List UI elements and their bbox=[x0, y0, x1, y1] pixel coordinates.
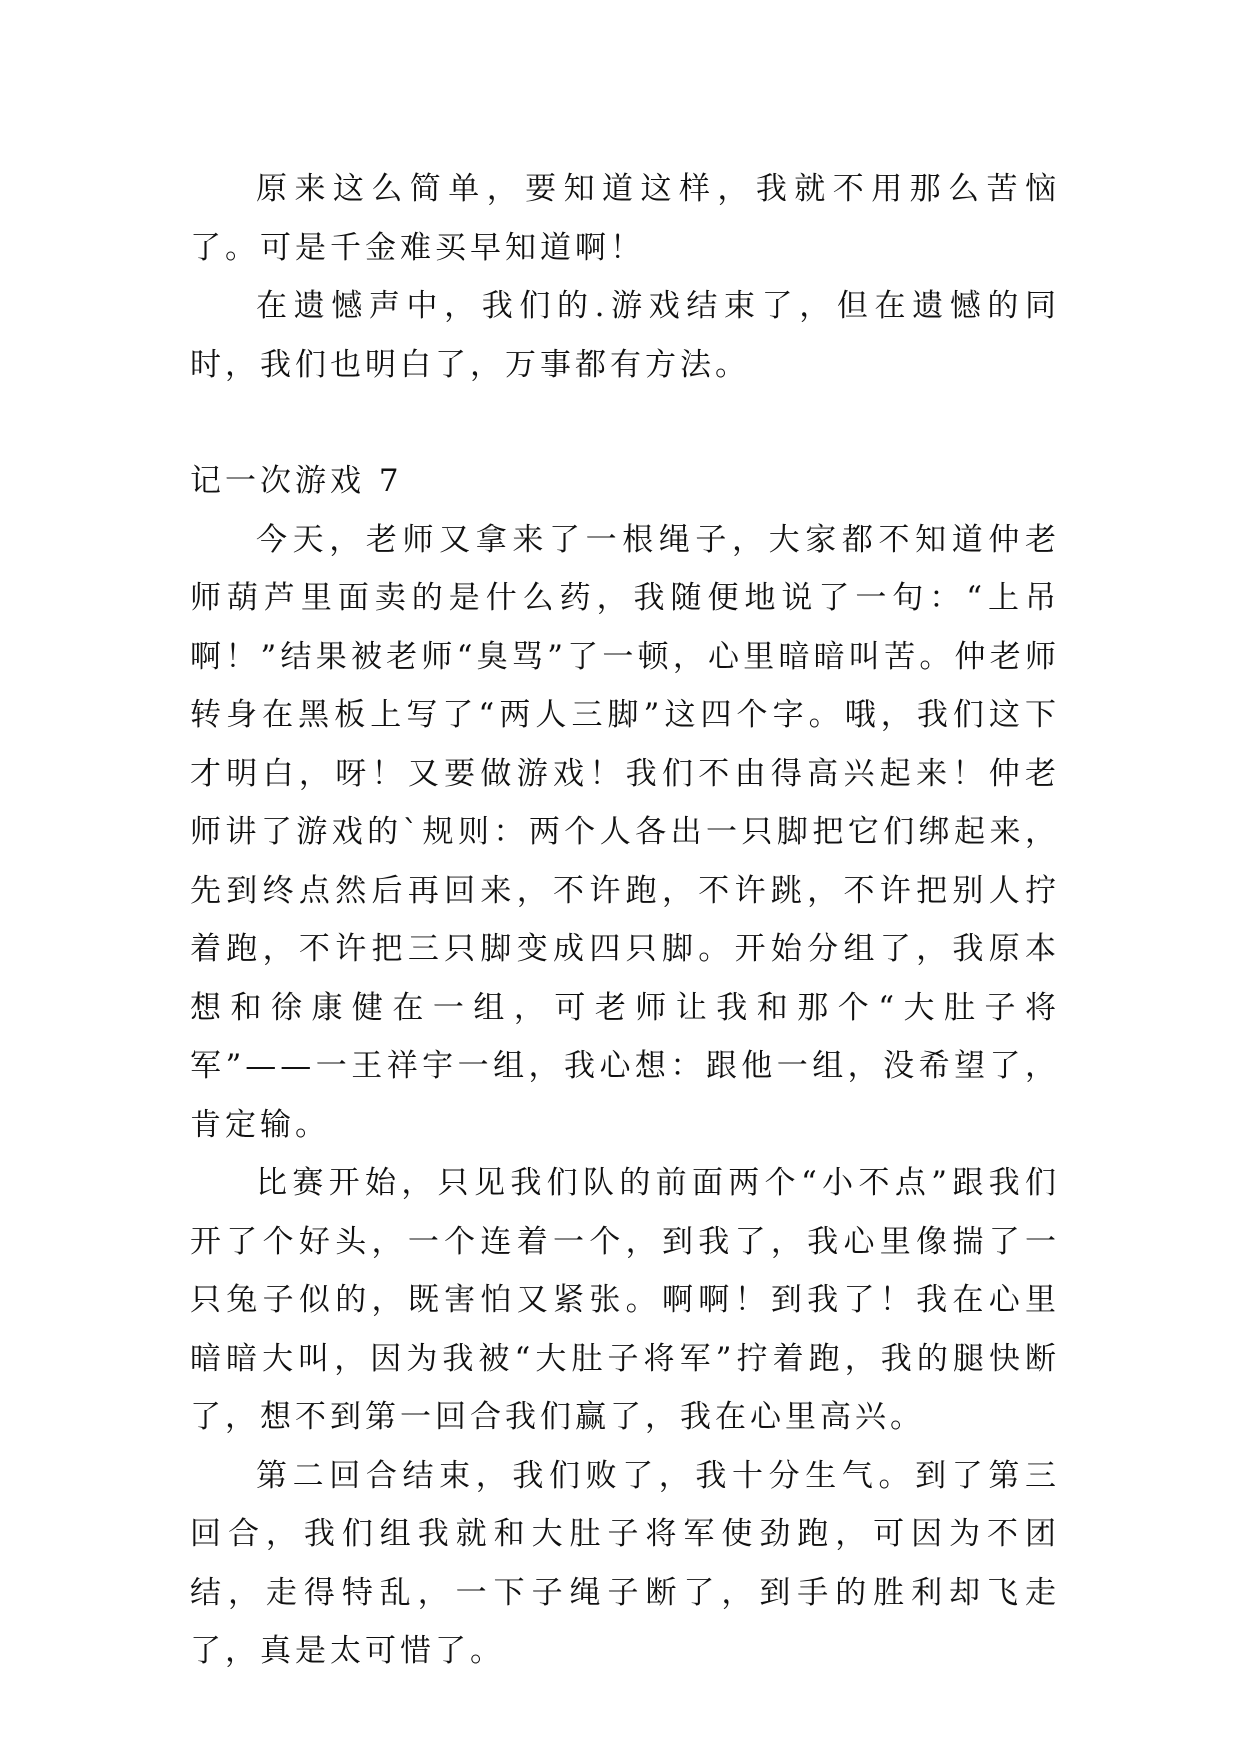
paragraph: 原来这么简单，要知道这样，我就不用那么苦恼了。可是千金难买早知道啊！ bbox=[190, 171, 1060, 266]
paragraph: 在遗憾声中，我们的.游戏结束了，但在遗憾的同时，我们也明白了，万事都有方法。 bbox=[190, 288, 1060, 383]
paragraph: 比赛开始，只见我们队的前面两个“小不点”跟我们开了个好头，一个连着一个，到我了，我心里像揣了一只兔子似的，既害怕又紧张。啊啊！到我了！我在心里暗暗大叫，因为我被“大肚子将军”拧着跑，我的腿快断了，想不到第一回合我们赢了，我在心里高兴。 bbox=[190, 1165, 1060, 1435]
paragraph: 第二回合结束，我们败了，我十分生气。到了第三回合，我们组我就和大肚子将军使劲跑，可因为不团结，走得特乱，一下子绳子断了，到手的胜利却飞走了，真是太可惜了。 bbox=[190, 1457, 1060, 1669]
paragraph: 今天，老师又拿来了一根绳子，大家都不知道仲老师葫芦里面卖的是什么药，我随便地说了一句：“上吊啊！”结果被老师“臭骂”了一顿，心里暗暗叫苦。仲老师转身在黑板上写了“两人三脚”这四个字。哦，我们这下才明白，呀！又要做游戏！我们不由得高兴起来！仲老师讲了游戏的`规则：两个人各出一只脚把它们绑起来，先到终点然后再回来，不许跑，不许跳，不许把别人拧着跑，不许把三只脚变成四只脚。开始分组了，我原本想和徐康健在一组，可老师让我和那个“大肚子将军”——一王祥宇一组，我心想：跟他一组，没希望了，肯定输。 bbox=[190, 521, 1060, 1143]
document-body bbox=[190, 160, 1060, 1681]
section-title: 记一次游戏 7 bbox=[190, 463, 403, 499]
